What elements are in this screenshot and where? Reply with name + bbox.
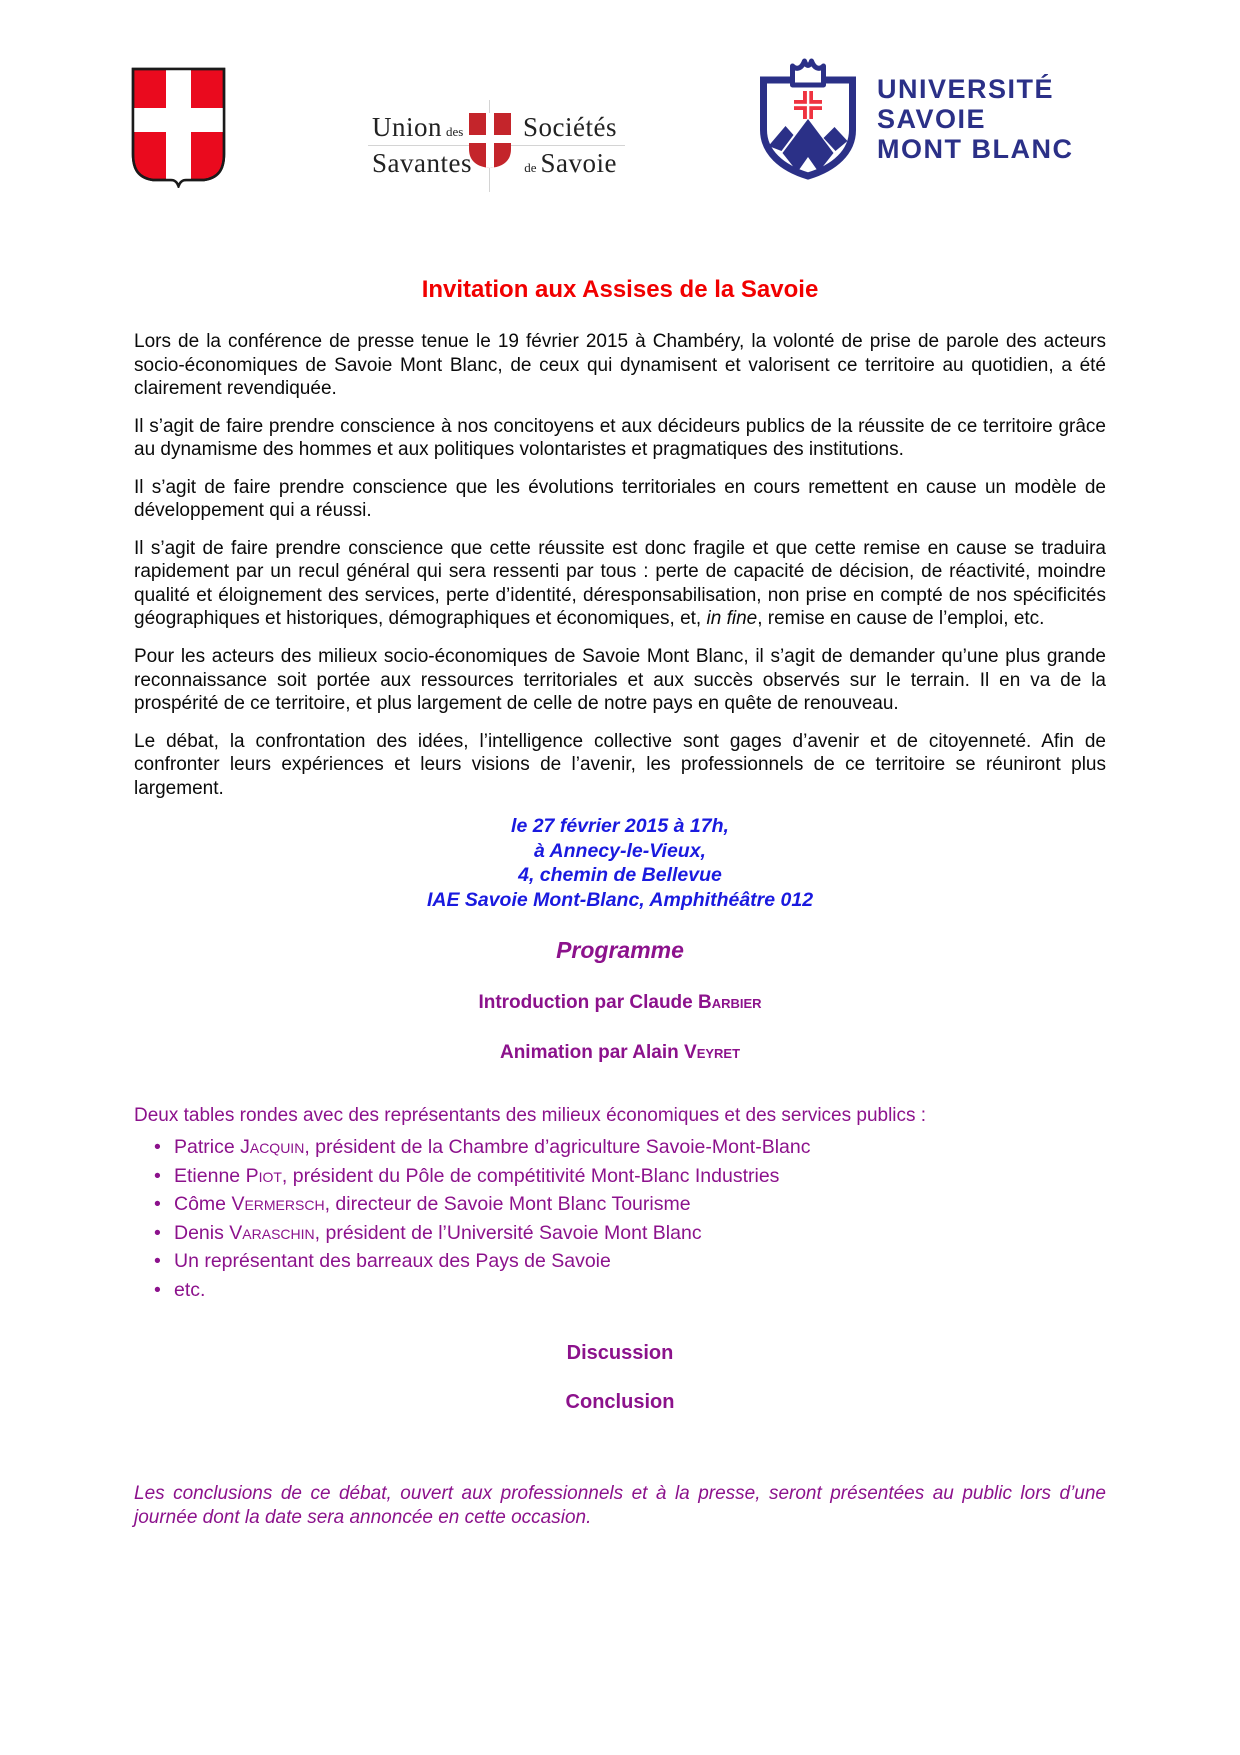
programme-heading: Programme — [556, 936, 684, 963]
union-logo-row1 — [372, 112, 617, 143]
participant-firstname: Côme — [174, 1193, 232, 1216]
union-word-savantes: Savantes — [372, 148, 472, 178]
union-word-de: de — [524, 160, 537, 175]
paragraph-4-text: Il s’agit de faire prendre conscience que cette réussite est donc fragile et que cette remise en cause se traduira rapidement par un recul général qui sera ressenti par tous : perte de capacité de décision, de réactivité, moindre qualité et éloignement des services, perte d’identité, déresponsabilisation, non prise en compté de nos spécificités géographiques et historiques, démographiques et économiques, et, — [134, 537, 1106, 630]
participant-surname: Piot — [245, 1164, 282, 1187]
usmb-logo — [755, 58, 1073, 180]
event-venue: IAE Savoie Mont-Blanc, Amphithéâtre 012 — [426, 888, 814, 911]
paragraph-6: Le débat, la confrontation des idées, l’intelligence collective sont gages d’avenir et de citoyenneté. Afin de confronter leurs expériences et leurs visions de l’avenir, les professionnels de ce territoire se réuniront plus largement. — [134, 730, 1106, 799]
union-word-union: Union — [372, 112, 442, 142]
paragraph-4-latin-phrase: in fine — [706, 608, 758, 630]
paragraph-2: Il s’agit de faire prendre conscience à nos concitoyens et aux décideurs publics de la réussite de ce territoire grâce au dynamisme des hommes et aux politiques volontaristes et pragmatiques des institutions. — [134, 415, 1106, 461]
usmb-logo-text — [877, 74, 1073, 164]
usmb-line2: SAVOIE — [877, 104, 987, 134]
savoie-coat-of-arms-icon — [130, 66, 227, 188]
participant-role: , président de l’Université Savoie Mont Blanc — [314, 1221, 702, 1244]
usmb-mini-cross — [794, 91, 822, 119]
conclusion-heading: Conclusion — [565, 1391, 675, 1414]
usmb-line3: MONT BLANC — [877, 134, 1074, 164]
participant-surname: Varaschin — [229, 1221, 315, 1244]
union-word-savoie: Savoie — [540, 148, 617, 178]
list-item-participant — [134, 1162, 1106, 1191]
participant-role: , président du Pôle de compétitivité Mont-Blanc Industries — [281, 1164, 780, 1187]
union-societes-savantes-logo — [372, 108, 617, 186]
paragraph-3: Il s’agit de faire prendre conscience que les évolutions territoriales en cours remettent en cause un modèle de développement qui a réussi. — [134, 476, 1106, 522]
list-item-participant — [134, 1247, 1106, 1276]
usmb-line1: UNIVERSITÉ — [877, 74, 1055, 104]
document-header — [0, 0, 1240, 240]
paragraph-4 — [134, 537, 1106, 631]
event-date-time: le 27 février 2015 à 17h, — [511, 815, 729, 838]
participants-list — [134, 1133, 1106, 1304]
paragraph-5: Pour les acteurs des milieux socio-économiques de Savoie Mont Blanc, il s’agit de demander qu’une plus grande reconnaissance soit portée aux ressources territoriales et aux succès observés sur le terrain. Il en va de la prospérité de ce territoire, et plus largement de celle de notre pays en quête de renouveau. — [134, 646, 1106, 715]
event-details — [134, 814, 1106, 912]
animation-text: Animation par Alain — [499, 1041, 685, 1063]
document-body — [134, 330, 1106, 1529]
usmb-shield-icon — [755, 58, 861, 180]
introduction-text: Introduction par Claude — [478, 991, 698, 1013]
union-logo-row2 — [372, 148, 617, 179]
union-word-des: des — [446, 124, 464, 139]
introduction-speaker-surname: Barbier — [698, 991, 762, 1013]
paragraph-1: Lors de la conférence de presse tenue le 19 février 2015 à Chambéry, la volonté de prise de parole des acteurs socio-économiques de Savoie Mont Blanc, de ceux qui dynamisent et valorisent ce territoire au quotidien, a été clairement revendiquée. — [134, 331, 1106, 400]
page-title: Invitation aux Assises de la Savoie — [421, 276, 819, 303]
event-street: 4, chemin de Bellevue — [518, 864, 722, 887]
etc-label: etc. — [174, 1278, 206, 1301]
participant-surname: Jacquin — [240, 1136, 305, 1159]
event-city: à Annecy-le-Vieux, — [534, 839, 706, 862]
participant-surname: Vermersch — [231, 1193, 325, 1216]
list-item-participant — [134, 1219, 1106, 1248]
animation-speaker-surname: Veyret — [684, 1041, 741, 1063]
union-word-societes: Sociétés — [523, 112, 617, 142]
list-item-participant — [134, 1190, 1106, 1219]
participant-role: , directeur de Savoie Mont Blanc Tourisme — [324, 1193, 691, 1216]
discussion-heading: Discussion — [566, 1342, 674, 1365]
paragraph-4-end: , remise en cause de l’emploi, etc. — [757, 608, 1045, 630]
list-item-participant — [134, 1133, 1106, 1162]
introduction-line — [134, 992, 1106, 1014]
participant-firstname: Patrice — [174, 1136, 241, 1159]
participant-description: Un représentant des barreaux des Pays de Savoie — [174, 1250, 611, 1273]
list-item-etc — [134, 1276, 1106, 1305]
round-tables-intro: Deux tables rondes avec des représentants des milieux économiques et des services publics : — [134, 1104, 927, 1126]
closing-note: Les conclusions de ce débat, ouvert aux professionnels et à la presse, seront présentées au public lors d’une journée dont la date sera annoncée en cette occasion. — [134, 1483, 1106, 1528]
participant-firstname: Denis — [174, 1221, 230, 1244]
participant-role: , président de la Chambre d’agriculture Savoie-Mont-Blanc — [304, 1136, 811, 1159]
animation-line — [134, 1042, 1106, 1064]
participant-firstname: Etienne — [174, 1164, 246, 1187]
